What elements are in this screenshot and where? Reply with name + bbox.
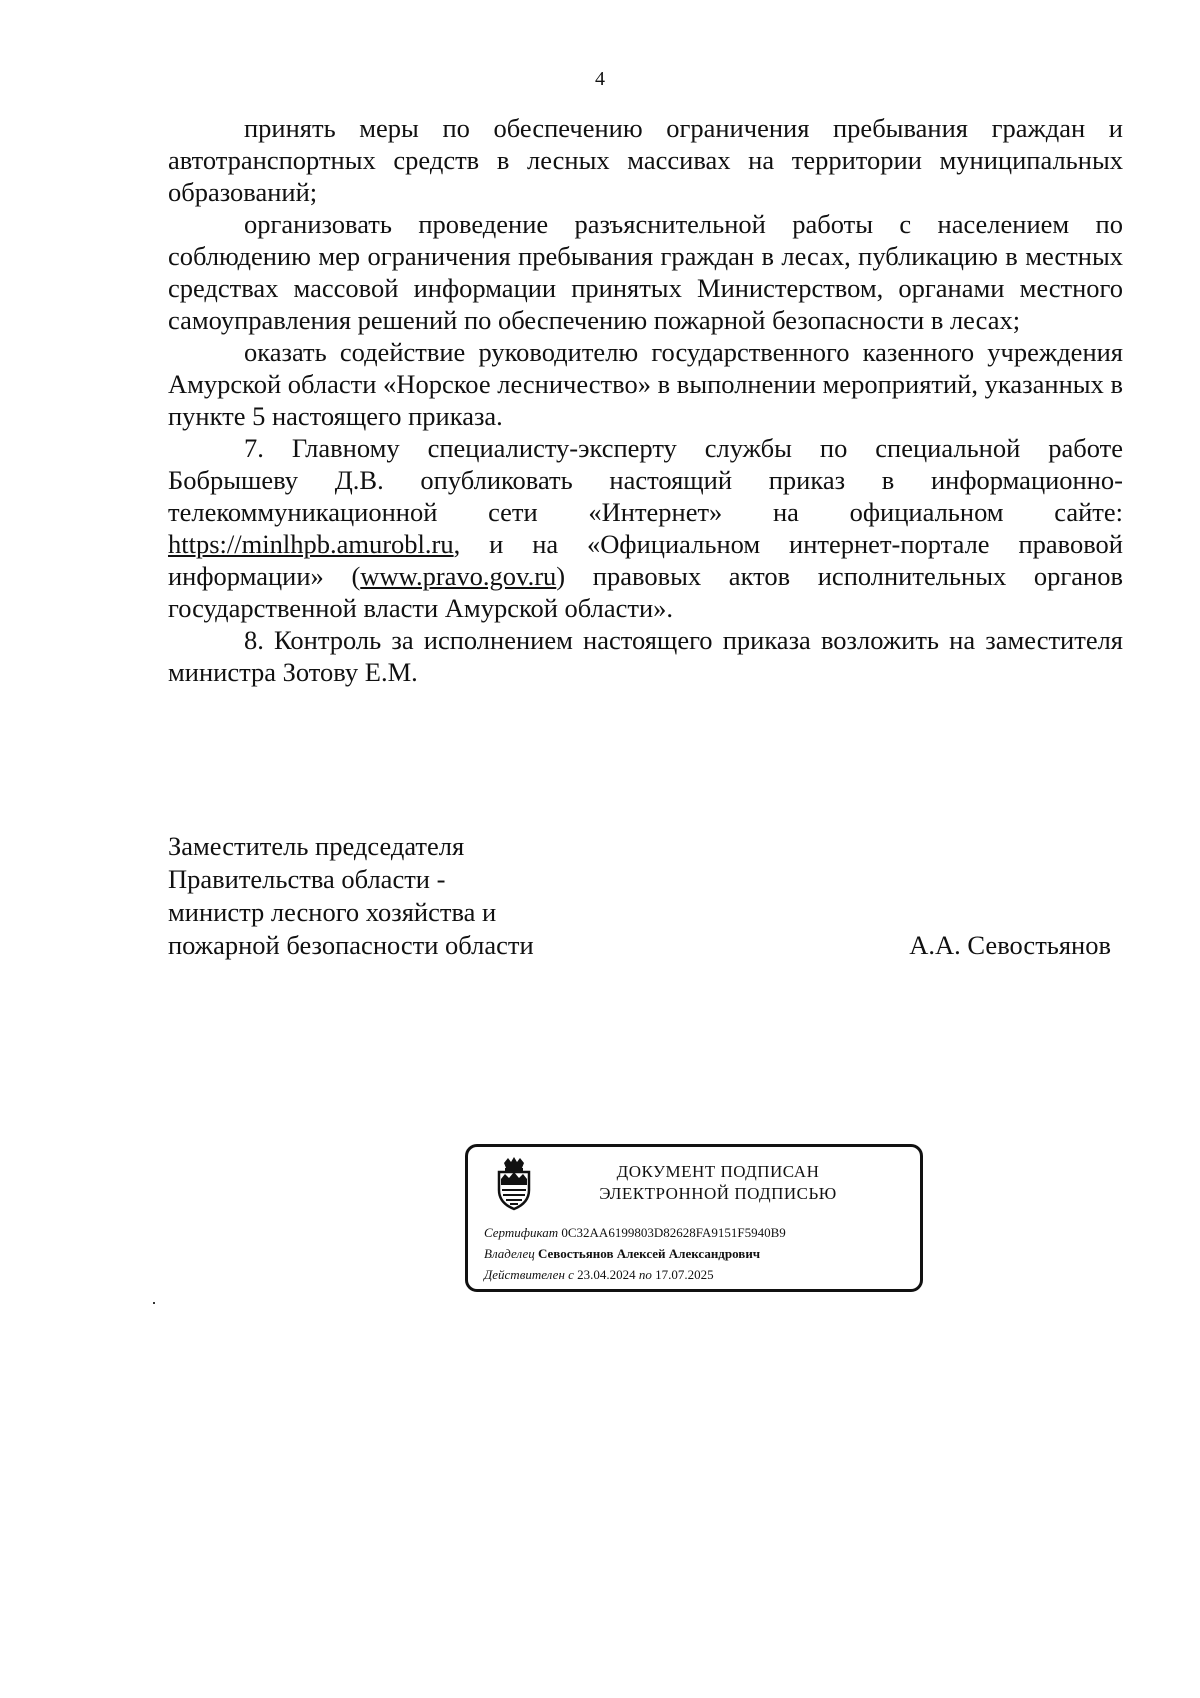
signatory-position [168, 830, 534, 962]
page-number: 4 [595, 68, 605, 90]
stamp-details [484, 1222, 786, 1285]
paragraph-explanatory-work: организовать проведение разъяснительной работы с населением по соблюдению мер ограничения пребывания граждан в лесах, публикацию в местных средствах массовой информации принятых Министерством, органами местного самоуправления решений по обеспечению пожарной безопасности в лесах; [168, 209, 1123, 335]
paragraph-restrict-access: принять меры по обеспечению ограничения пребывания граждан и автотранспортных средств в лесных массивах на территории муниципальных образований; [168, 113, 1123, 207]
stamp-title-line: ДОКУМЕНТ ПОДПИСАН [616, 1162, 820, 1181]
paragraph-7-text-3: ) правовых актов исполнительных органов государственной власти Амурской области». [168, 561, 1123, 623]
certificate-row [484, 1222, 786, 1243]
certificate-label: Сертификат [484, 1225, 559, 1240]
order-body [168, 112, 1123, 688]
signatory-position-line: пожарной безопасности области [168, 930, 534, 960]
stamp-title [548, 1161, 888, 1205]
electronic-signature-stamp [465, 1144, 923, 1292]
stamp-title-line: ЭЛЕКТРОННОЙ ПОДПИСЬЮ [599, 1184, 837, 1203]
owner-label: Владелец [484, 1246, 535, 1261]
paragraph-8-control: 8. Контроль за исполнением настоящего приказа возложить на заместителя министра Зотову Е.М. [168, 625, 1123, 687]
pravo-portal-link[interactable]: www.pravo.gov.ru [360, 561, 557, 591]
validity-from: 23.04.2024 [577, 1267, 636, 1282]
validity-to: 17.07.2025 [655, 1267, 714, 1282]
signatory-name: А.А. Севостьянов [909, 930, 1111, 960]
signatory-position-line: министр лесного хозяйства и [168, 897, 497, 927]
coat-of-arms-icon [495, 1157, 533, 1211]
signatory-position-line: Правительства области - [168, 864, 446, 894]
owner-row [484, 1243, 786, 1264]
validity-row [484, 1264, 786, 1285]
paragraph-assist-forestry: оказать содействие руководителю государственного казенного учреждения Амурской области «Норское лесничество» в выполнении мероприятий, указанных в пункте 5 настоящего приказа. [168, 337, 1123, 431]
paragraph-7-text-1: 7. Главному специалисту-эксперту службы по специальной работе Бобрышеву Д.В. опубликовать настоящий приказ в информационно-телекоммуникационной сети «Интернет» на официальном сайте: [168, 433, 1123, 527]
signatory-position-line: Заместитель председателя [168, 831, 465, 861]
scan-speck [153, 1302, 155, 1304]
validity-to-label: по [638, 1267, 652, 1282]
paragraph-7-text-2: , и на «Официальном интернет-портале правовой информации» ( [168, 529, 1123, 591]
validity-label: Действителен с [484, 1267, 574, 1282]
ministry-site-link[interactable]: https://minlhpb.amurobl.ru [168, 529, 454, 559]
certificate-number: 0C32AA6199803D82628FA9151F5940B9 [561, 1225, 786, 1240]
paragraph-7-publication [168, 432, 1123, 624]
owner-name: Севостьянов Алексей Александрович [537, 1246, 761, 1261]
